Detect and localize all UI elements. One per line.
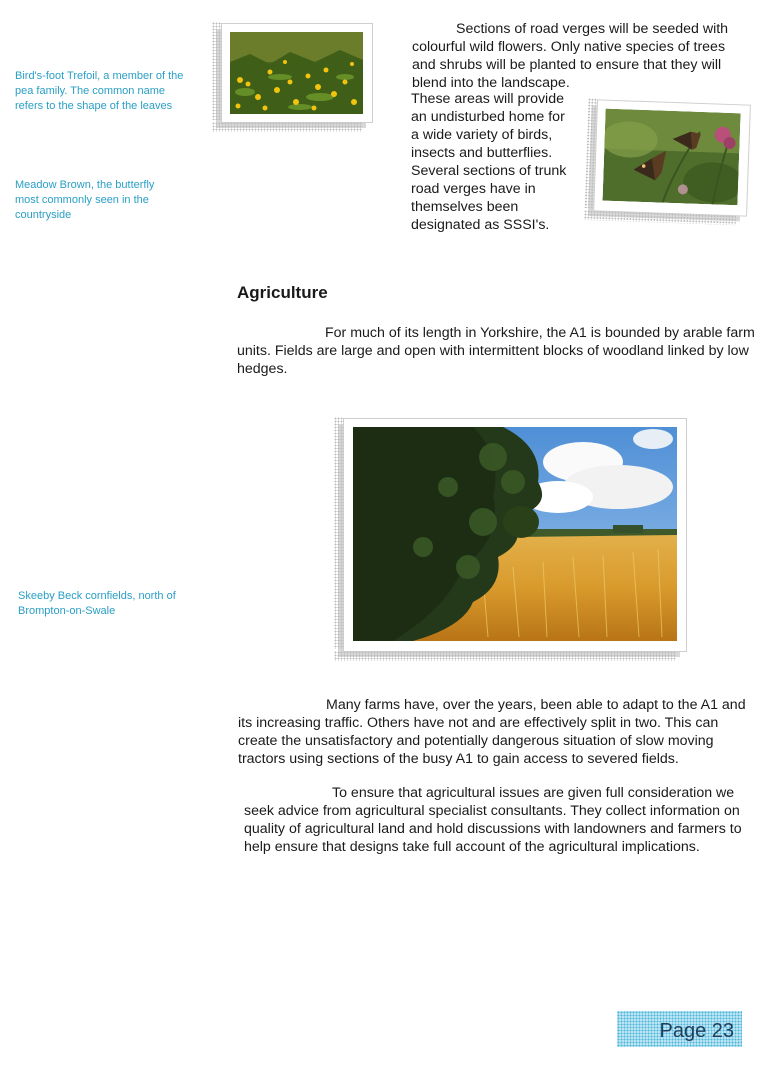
verges-p2-line: insects and butterflies. (411, 145, 553, 161)
agriculture-intro-paragraph: For much of its length in Yorkshire, the A1 is bounded by arable farm units. Fields are large and open with intermittent blocks of woodland linked by low hedges. (237, 325, 755, 377)
verges-line-2: colourful wild flowers. Only native species of trees (412, 39, 726, 55)
verges-p2-line: designated as SSSI's. (411, 217, 550, 233)
verges-line-4: blend into the landscape. (412, 75, 570, 91)
verges-paragraph-1 (412, 20, 757, 92)
section-heading-agriculture: Agriculture (237, 283, 328, 302)
verges-line-1: Sections of road verges will be seeded with (456, 21, 729, 37)
verges-p2-line: road verges have in (411, 181, 536, 197)
agriculture-paragraph-2: To ensure that agricultural issues are given full consideration we seek advice from agricultural specialist consultants. They collect information on quality of agricultural land and hold discussions with landowners and farmers to help ensure that designs take full account of the agricultural implications. (244, 785, 742, 855)
meadow-brown-photo (602, 109, 740, 206)
verges-p2-line: themselves been (411, 199, 519, 215)
page-number-badge (617, 1011, 742, 1047)
cornfield-photo-frame (343, 418, 687, 652)
caption-trefoil: Bird's-foot Trefoil, a member of the pea family. The common name refers to the shape of the leaves (15, 70, 184, 112)
verges-line-3: and shrubs will be planted to ensure that they will (412, 57, 722, 73)
meadow-brown-photo-frame (593, 99, 751, 216)
cornfield-photo (353, 427, 677, 641)
trefoil-photo-frame (221, 23, 373, 123)
verges-paragraph-2 (411, 90, 591, 234)
caption-skeeby-beck: Skeeby Beck cornfields, north of Brompton-on-Swale (18, 590, 176, 617)
page-number-label: Page 23 (659, 1020, 734, 1042)
verges-p2-line: Several sections of trunk (411, 163, 567, 179)
caption-meadow-brown: Meadow Brown, the butterfly most commonly seen in the countryside (15, 179, 155, 221)
agriculture-paragraph-1: Many farms have, over the years, been able to adapt to the A1 and its increasing traffic. Others have not and are effectively split in two. This can create the unsatisfactory and potentially dangerous situation of slow moving tractors using sections of the busy A1 to gain access to severed fields. (238, 697, 746, 767)
trefoil-photo (230, 32, 363, 114)
verges-p2-line: These areas will provide (411, 91, 564, 107)
verges-p2-line: a wide variety of birds, (411, 127, 553, 143)
verges-p2-line: an undisturbed home for (411, 109, 565, 125)
